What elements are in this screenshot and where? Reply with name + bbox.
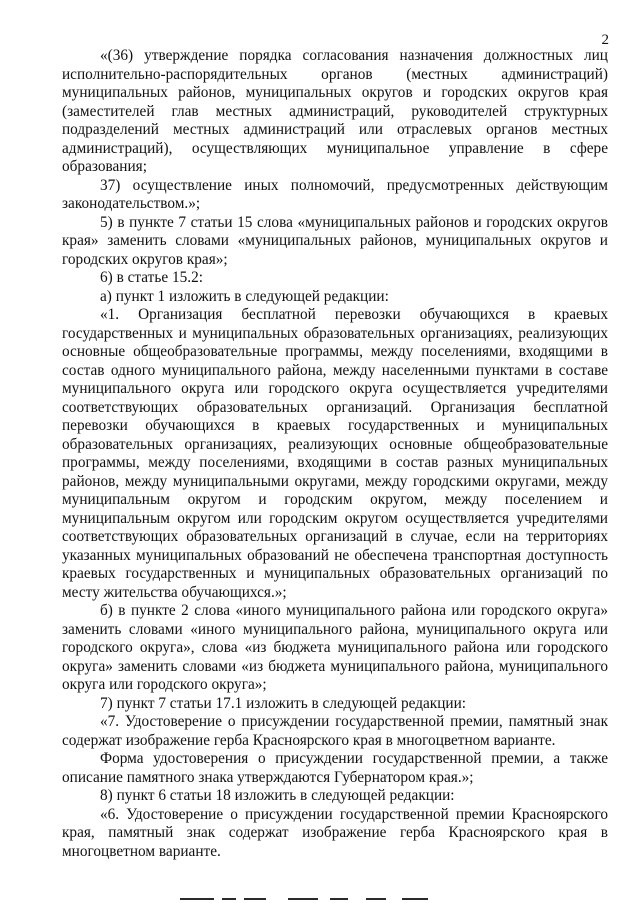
scan-mark [366,898,386,900]
paragraph-quote-6: «6. Удостоверение о присуждении государственной премии Красноярского края, памятный знак содержат изображение герба Красноярского края в многоцветном варианте. [62,805,608,860]
paragraph-36: «(36) утверждение порядка согласования назначения должностных лиц исполнительно-распорядительных органов (местных администраций) муниципальных районов, муниципальных округов и городских округов края (заместителей глав местных администраций, руководителей структурных подразделений местных администраций или отраслевых органов местных администраций), осуществляющих муниципальное управление в сфере образования; [62,47,608,175]
scan-mark [402,898,428,900]
paragraph-item-6a: а) пункт 1 изложить в следующей редакции: [100,287,389,305]
paragraph-item-6: 6) в статье 15.2: [100,269,203,286]
scan-artifact-marks [170,895,470,903]
paragraph-item-7: 7) пункт 7 статьи 17.1 изложить в следующей редакции: [100,694,467,712]
paragraph-form-certificate: Форма удостоверения о присуждении государственной премии, а также описание памятного знака утверждаются Губернатором края.»; [62,750,608,786]
page-number: 2 [601,32,609,48]
scan-mark [288,898,318,900]
paragraph-item-8: 8) пункт 6 статьи 18 изложить в следующей редакции: [100,787,455,804]
scan-mark [330,898,348,900]
scan-mark [222,898,236,900]
scan-mark [244,898,266,900]
paragraph-item-5: 5) в пункте 7 статьи 15 слова «муниципальных районов и городских округов края» заменить словами «муниципальных районов, муниципальных округов и городских округов края»; [62,213,608,268]
paragraph-item-6b: б) в пункте 2 слова «иного муниципального района или городского округа» заменить словами «иного муниципального района, муниципального округа или городского округа», слова «из бюджета муниципального района или городского округа» заменить словами «из бюджета муниципального района, муниципального округа или городского округа»; [62,602,608,693]
scan-mark [180,898,214,900]
document-body [62,47,608,861]
paragraph-quote-7: «7. Удостоверение о присуждении государственной премии, памятный знак содержат изображение герба Красноярского края в многоцветном варианте. [62,713,608,749]
paragraph-37: 37) осуществление иных полномочий, предусмотренных действующим законодательством.»; [62,176,608,212]
paragraph-quote-1: «1. Организация бесплатной перевозки обучающихся в краевых государственных и муниципальных образовательных организациях, реализующих основные общеобразовательные программы, между поселениями, входящими в состав одного муниципального района, между населенными пунктами в составе муниципального округа или городского округа осуществляется учредителями соответствующих образовательных организаций. Организация бесплатной перевозки обучающихся в краевых государственных и муниципальных образовательных организациях, реализующих основные общеобразовательные программы, между поселениями, входящими в состав разных муниципальных районов, между муниципальными округами, между городскими округами, между муниципальным округом и городским округом, между поселением и муниципальным округом или городским округом осуществляется учредителями соответствующих образовательных организаций в случае, если на территориях указанных муниципальных образований не обеспечена транспортная доступность краевых государственных и муниципальных образовательных организаций по месту жительства обучающихся.»; [62,306,608,601]
